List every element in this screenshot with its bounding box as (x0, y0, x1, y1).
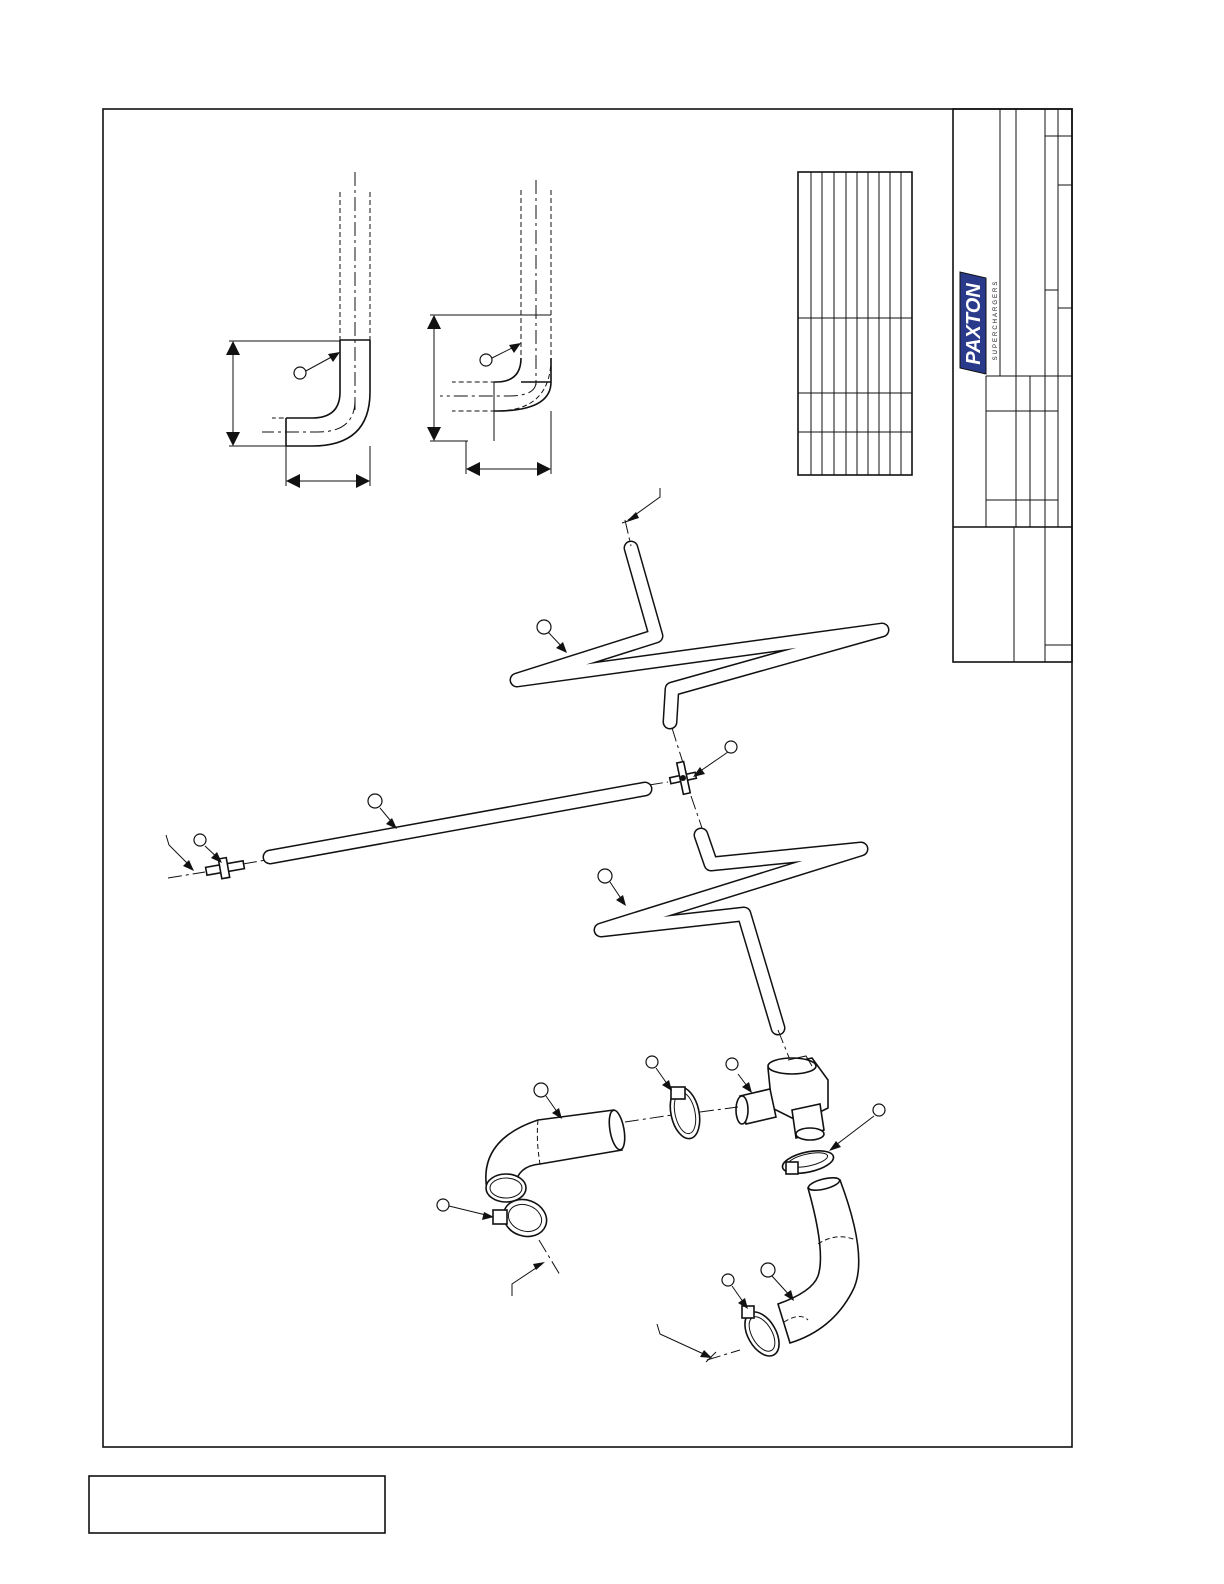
balloon-upper-serpentine-tube (537, 620, 551, 634)
long-tube (270, 789, 645, 857)
clamp-left (449, 1194, 560, 1296)
balloon-tee-fitting (725, 741, 737, 753)
balloon-bend-detail-left (294, 367, 306, 379)
balloon-clamp-middle (646, 1056, 658, 1068)
balloon-clamp-bottom (722, 1274, 734, 1286)
clamp-bottom (657, 1286, 786, 1362)
balloon-elbow-hose-left (534, 1083, 548, 1097)
logo-wordmark: PAXTON (963, 283, 985, 365)
drawing-border (103, 109, 1072, 1447)
tee-fitting (649, 728, 728, 828)
elbow-hose-right (772, 1175, 859, 1343)
balloon-clamp-valve-outlet (873, 1104, 885, 1116)
clamp-middle (625, 1068, 738, 1141)
paxton-logo (960, 272, 999, 374)
note-box (89, 1476, 385, 1533)
upper-serpentine-tube (517, 488, 882, 722)
logo-tagline: SUPERCHARGERS (993, 279, 999, 361)
balloon-bypass-valve-inlet (726, 1058, 738, 1070)
balloon-inline-fitting (194, 834, 206, 846)
elbow-hose-left (486, 1096, 628, 1202)
balloon-bend-detail-right (480, 354, 492, 366)
parts-list-table (798, 172, 912, 475)
bend-detail-left (226, 172, 370, 488)
inline-fitting (166, 835, 266, 879)
title-block (953, 109, 1072, 662)
balloon-lower-serpentine-tube (598, 869, 612, 883)
balloon-long-tube (368, 794, 382, 808)
bypass-valve (736, 1030, 828, 1140)
balloon-clamp-left (437, 1199, 449, 1211)
lower-serpentine-tube (601, 835, 861, 1028)
bend-detail-right (427, 180, 551, 476)
balloon-elbow-hose-right (761, 1263, 775, 1277)
